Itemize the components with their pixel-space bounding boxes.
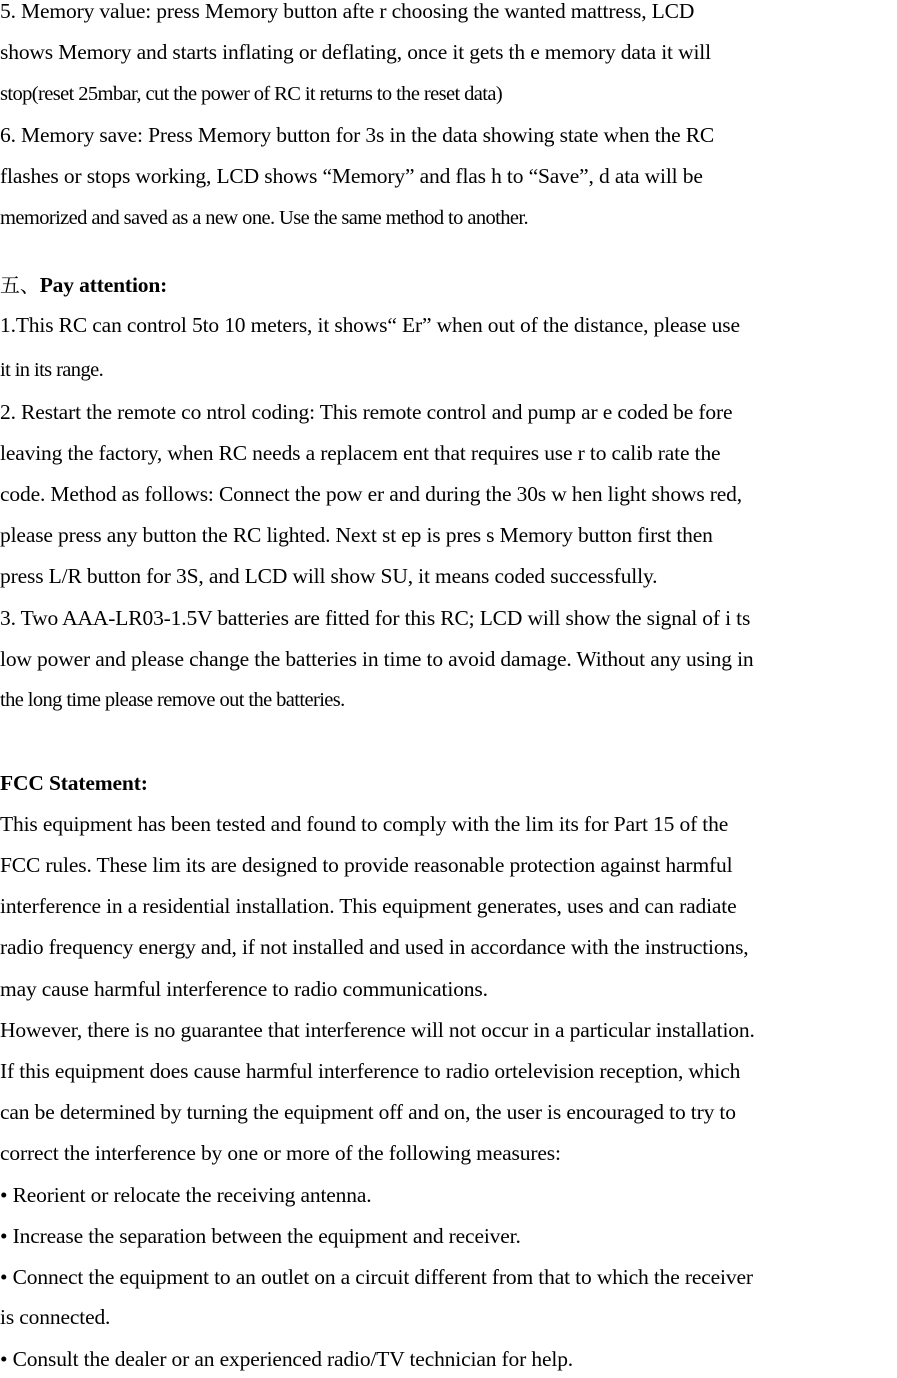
attention-item2-line-2: leaving the factory, when RC needs a replacem ent that requires use r to calib rate the <box>0 441 721 465</box>
fcc-heading: FCC Statement: <box>0 771 148 795</box>
memory-value-line-3: stop(reset 25mbar, cut the power of RC it returns to the reset data) <box>0 83 503 105</box>
fcc-bullet-3-cont: is connected. <box>0 1305 111 1329</box>
attention-item1-line-1: 1.This RC can control 5to 10 meters, it shows“ Er” when out of the distance, please use <box>0 313 740 337</box>
fcc-para1-line-3: interference in a residential installation. This equipment generates, uses and can radiate <box>0 894 737 918</box>
memory-save-line-2: flashes or stops working, LCD shows “Memory” and flas h to “Save”, d ata will be <box>0 164 703 188</box>
fcc-bullet-3: • Connect the equipment to an outlet on a circuit different from that to which the receiver <box>0 1265 753 1289</box>
attention-item1-line-2: it in its range. <box>0 359 104 381</box>
fcc-para2-line-1: However, there is no guarantee that interference will not occur in a particular installation. <box>0 1018 755 1042</box>
attention-item3-line-1: 3. Two AAA-LR03-1.5V batteries are fitted for this RC; LCD will show the signal of i ts <box>0 606 751 630</box>
attention-marker: 五、 <box>0 273 40 297</box>
fcc-bullet-1: • Reorient or relocate the receiving antenna. <box>0 1183 372 1207</box>
attention-item2-line-1: 2. Restart the remote co ntrol coding: This remote control and pump ar e coded be fore <box>0 400 733 424</box>
fcc-para1-line-4: radio frequency energy and, if not installed and used in accordance with the instructions, <box>0 935 749 959</box>
fcc-para2-line-3: can be determined by turning the equipment off and on, the user is encouraged to try to <box>0 1100 736 1124</box>
fcc-para1-line-2: FCC rules. These lim its are designed to provide reasonable protection against harmful <box>0 853 733 877</box>
attention-item3-line-3: the long time please remove out the batteries. <box>0 689 345 711</box>
attention-item3-line-2: low power and please change the batteries in time to avoid damage. Without any using in <box>0 647 754 671</box>
fcc-para2-line-4: correct the interference by one or more of the following measures: <box>0 1141 561 1165</box>
fcc-bullet-4: • Consult the dealer or an experienced radio/TV technician for help. <box>0 1347 574 1371</box>
attention-item2-line-3: code. Method as follows: Connect the pow er and during the 30s w hen light shows red, <box>0 482 743 506</box>
fcc-para2-line-2: If this equipment does cause harmful interference to radio ortelevision reception, which <box>0 1059 741 1083</box>
attention-heading <box>0 266 897 304</box>
fcc-bullet-2: • Increase the separation between the equipment and receiver. <box>0 1224 521 1248</box>
attention-item2-line-5: press L/R button for 3S, and LCD will show SU, it means coded successfully. <box>0 564 658 588</box>
attention-title: Pay attention: <box>39 273 168 297</box>
memory-save-line-1: 6. Memory save: Press Memory button for 3s in the data showing state when the RC <box>0 123 715 147</box>
attention-item2-line-4: please press any button the RC lighted. Next st ep is pres s Memory button first then <box>0 523 713 547</box>
memory-save-line-3: memorized and saved as a new one. Use the same method to another. <box>0 207 528 229</box>
fcc-para1-line-5: may cause harmful interference to radio communications. <box>0 977 488 1001</box>
memory-value-line-2: shows Memory and starts inflating or deflating, once it gets th e memory data it will <box>0 40 711 64</box>
memory-value-line-1: 5. Memory value: press Memory button afte r choosing the wanted mattress, LCD <box>0 0 695 23</box>
fcc-para1-line-1: This equipment has been tested and found to comply with the lim its for Part 15 of the <box>0 812 729 836</box>
